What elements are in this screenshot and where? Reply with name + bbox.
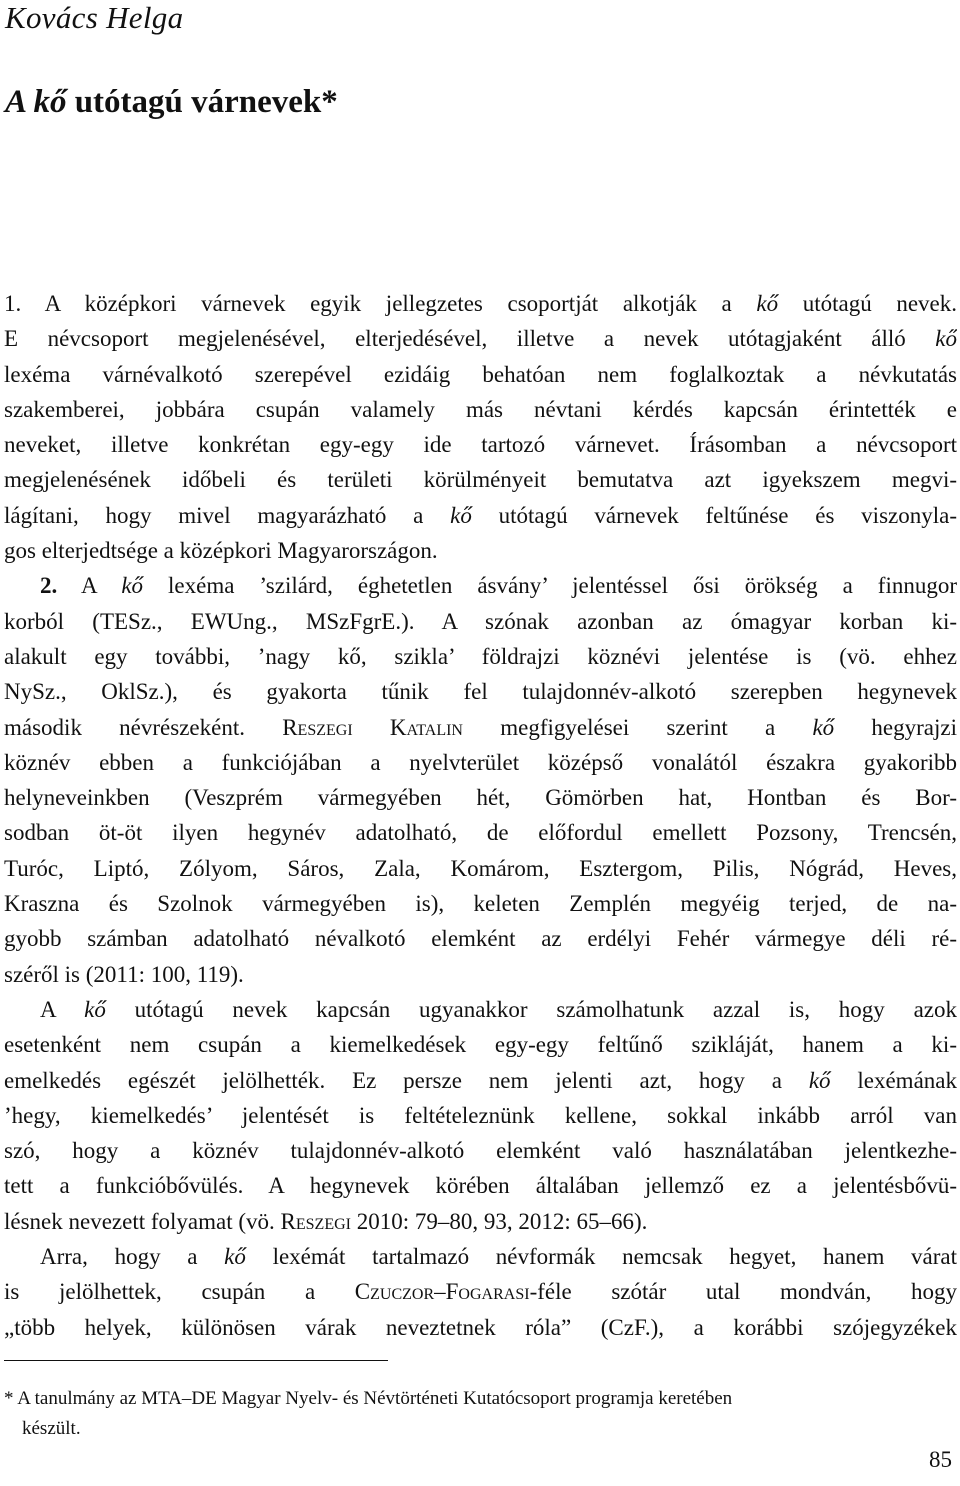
author-name: Kovács Helga bbox=[5, 0, 184, 35]
body-line: tett a funkcióbővülés. A hegynevek körében általában jellemző ez a jelentésbővü- bbox=[4, 1173, 957, 1199]
title-rest: utótagú várnevek* bbox=[66, 84, 338, 120]
body-line: második névrészeként. Reszegi Katalin megfigyelései szerint a kő hegyrajzi bbox=[4, 714, 957, 740]
body-line: megjelenésének időbeli és területi körülményeit bemutatva azt igyekszem megvi- bbox=[4, 467, 957, 493]
body-line: emelkedés egészét jelölhették. Ez persze nem jelenti azt, hogy a kő lexémának bbox=[4, 1067, 957, 1093]
body-line: A kő utótagú nevek kapcsán ugyanakkor számolhatunk azzal is, hogy azok bbox=[40, 996, 957, 1022]
body-line: gos elterjedtsége a középkori Magyarországon. bbox=[4, 538, 438, 564]
footnote bbox=[4, 1384, 957, 1444]
body-line: „több helyek, különösen várak neveztetnek róla” (CzF.), a korábbi szójegyzékek bbox=[4, 1314, 957, 1340]
footnote-line: készült. bbox=[22, 1418, 81, 1439]
body-line: NySz., OklSz.), és gyakorta tűnik fel tulajdonnév-alkotó szerepben hegynevek bbox=[4, 679, 957, 705]
body-line: sodban öt-öt ilyen hegynév adatolható, de előfordul emellett Pozsony, Trencsén, bbox=[4, 820, 957, 846]
footnote-line: * A tanulmány az MTA–DE Magyar Nyelv- és Névtörténeti Kutatócsoport programja keretében bbox=[4, 1388, 733, 1409]
body-line: 1. A középkori várnevek egyik jellegzetes csoportját alkotják a kő utótagú nevek. bbox=[4, 291, 957, 316]
footnote-rule bbox=[4, 1360, 388, 1361]
author-reference: Reszegi Katalin bbox=[282, 714, 463, 740]
body-line: köznév ebben a funkciójában a nyelvterület középső vonalától északra gyakoribb bbox=[4, 749, 957, 775]
body-line: neveket, illetve konkrétan egy-egy ide tartozó várnevet. Írásomban a névcsoport bbox=[4, 432, 957, 458]
body-line: Kraszna és Szolnok vármegyében is), keleten Zemplén megyéig terjed, de na- bbox=[4, 891, 957, 917]
body-line: ’hegy, kiemelkedés’ jelentését is feltételeznünk kellene, sokkal inkább arról van bbox=[4, 1102, 957, 1128]
body-line: esetenként nem csupán a kiemelkedések egy-egy feltűnő szikláját, hanem a ki- bbox=[4, 1032, 957, 1058]
page-number: 85 bbox=[929, 1447, 952, 1472]
body-line: E névcsoport megjelenésével, elterjedésével, illetve a nevek utótagjaként álló kő bbox=[4, 326, 957, 352]
body-line: gyobb számban adatolható névalkotó elemként az erdélyi Fehér vármegye déli ré- bbox=[4, 926, 957, 952]
article-body bbox=[4, 286, 957, 1345]
body-line: lexéma várnévalkotó szerepével ezidáig behatóan nem foglalkoztak a névkutatás bbox=[4, 361, 957, 387]
body-line: Arra, hogy a kő lexémát tartalmazó névformák nemcsak hegyet, hanem várat bbox=[40, 1244, 957, 1270]
author-reference: Fogarasi bbox=[445, 1279, 530, 1305]
body-line: helyneveinkben (Veszprém vármegyében hét, Gömörben hat, Hontban és Bor- bbox=[4, 785, 957, 811]
body-line: Turóc, Liptó, Zólyom, Sáros, Zala, Komárom, Esztergom, Pilis, Nógrád, Heves, bbox=[4, 855, 957, 881]
body-line: szakemberei, jobbára csupán valamely más névtani kérdés kapcsán érintették e bbox=[4, 396, 957, 422]
body-line: alakult egy további, ’nagy kő, szikla’ földrajzi köznévi jelentése is (vö. ehhez bbox=[4, 643, 957, 669]
author-reference: Czuczor bbox=[354, 1279, 435, 1305]
title-italic-word: A kő bbox=[5, 84, 67, 120]
body-line: lágítani, hogy mivel magyarázható a kő utótagú várnevek feltűnése és viszonyla- bbox=[4, 502, 957, 528]
author-reference: Reszegi bbox=[280, 1208, 351, 1234]
body-line: széről is (2011: 100, 119). bbox=[4, 961, 244, 987]
body-line: 2. A kő lexéma ’szilárd, éghetetlen ásvány’ jelentéssel ősi örökség a finnugor bbox=[40, 573, 957, 599]
body-line: lésnek nevezett folyamat (vö. Reszegi 2010: 79–80, 93, 2012: 65–66). bbox=[4, 1208, 648, 1234]
article-title bbox=[5, 84, 338, 121]
section-number: 2. bbox=[40, 573, 58, 599]
body-line: szó, hogy a köznév tulajdonnév-alkotó elemként való használatában jelentkezhe- bbox=[4, 1138, 957, 1164]
body-line: korból (TESz., EWUng., MSzFgrE.). A szónak azonban az ómagyar korban ki- bbox=[4, 608, 957, 634]
body-line: is jelölhettek, csupán a Czuczor–Fogarasi-féle szótár utal mondván, hogy bbox=[4, 1279, 957, 1305]
